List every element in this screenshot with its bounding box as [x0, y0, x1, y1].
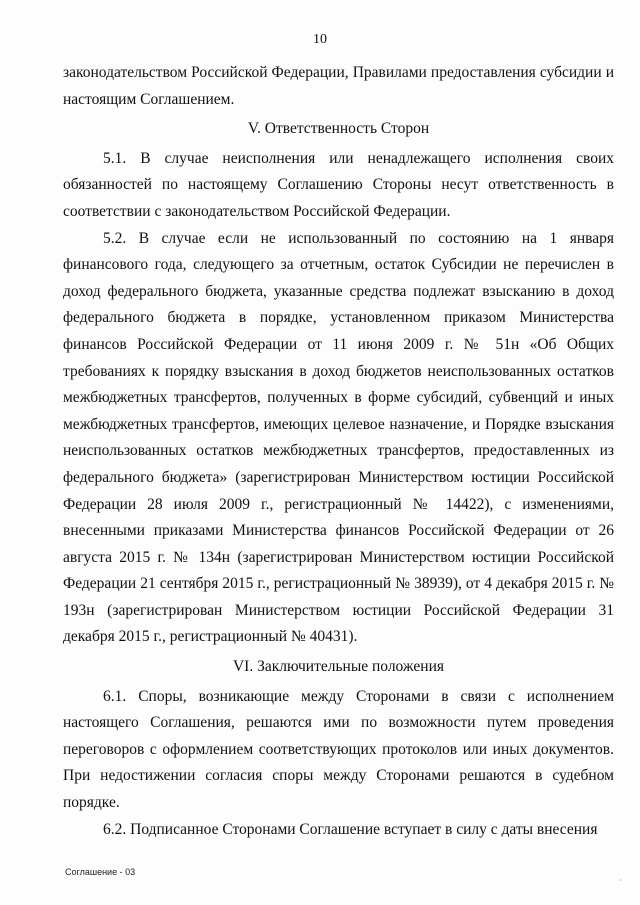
paragraph-6-1: 6.1. Споры, возникающие между Сторонами в связи с исполнением настоящего Соглашения, решаются ими по возможности путем проведения переговоров с оформлением соответствующих протоколов или иных документов. При недостижении согласия споры между Сторонами решаются в судебном порядке. [63, 687, 614, 812]
paragraph-5-1: 5.1. В случае неисполнения или ненадлежащего исполнения своих обязанностей по настоящему Соглашению Стороны несут ответственность в соответствии с законодательством Российской Федерации. [63, 149, 614, 220]
paragraph-6-2: 6.2. Подписанное Сторонами Соглашение вступает в силу с даты внесения [103, 820, 598, 838]
section-heading-6: VI. Заключительные положения [232, 658, 445, 676]
paragraph-continuation: законодательством Российской Федерации, Правилами предоставления субсидии и настоящим Соглашением. [63, 64, 614, 108]
section-heading-5: V. Ответственность Сторон [247, 120, 430, 138]
margin-mark: · [619, 876, 622, 885]
paragraph-5-2: 5.2. В случае если не использованный по состоянию на 1 января финансового года, следующего за отчетным, остаток Субсидии не перечислен в доход федерального бюджета, указанные средства подлежат взысканию в доход федерального бюджета в порядке, установленном приказом Министерства финансов Российской Федерации от 11 июня 2009 г. № 51н «Об Общих требованиях к порядку взыскания в доход бюджетов неиспользованных остатков межбюджетных трансфертов, полученных в форме субсидий, субвенций и иных межбюджетных трансфертов, имеющих целевое назначение, и Порядке взыскания неиспользованных остатков межбюджетных трансфертов, предоставленных из федерального бюджета» (зарегистрирован Министерством юстиции Российской Федерации 28 июля 2009 г., регистрационный № 14422), с изменениями, внесенными приказами Министерства финансов Российской Федерации от 26 августа 2015 г. № 134н (зарегистрирован Министерством юстиции Российской Федерации 21 сентября 2015 г., регистрационный № 38939), от 4 декабря 2015 г. № 193н (зарегистрирован Министерством юстиции Российской Федерации 31 декабря 2015 г., регистрационный № 40431). [63, 229, 614, 646]
footer-label: Соглашение - 03 [65, 867, 136, 877]
document-body [63, 60, 614, 843]
page-number: 10 [313, 32, 327, 47]
